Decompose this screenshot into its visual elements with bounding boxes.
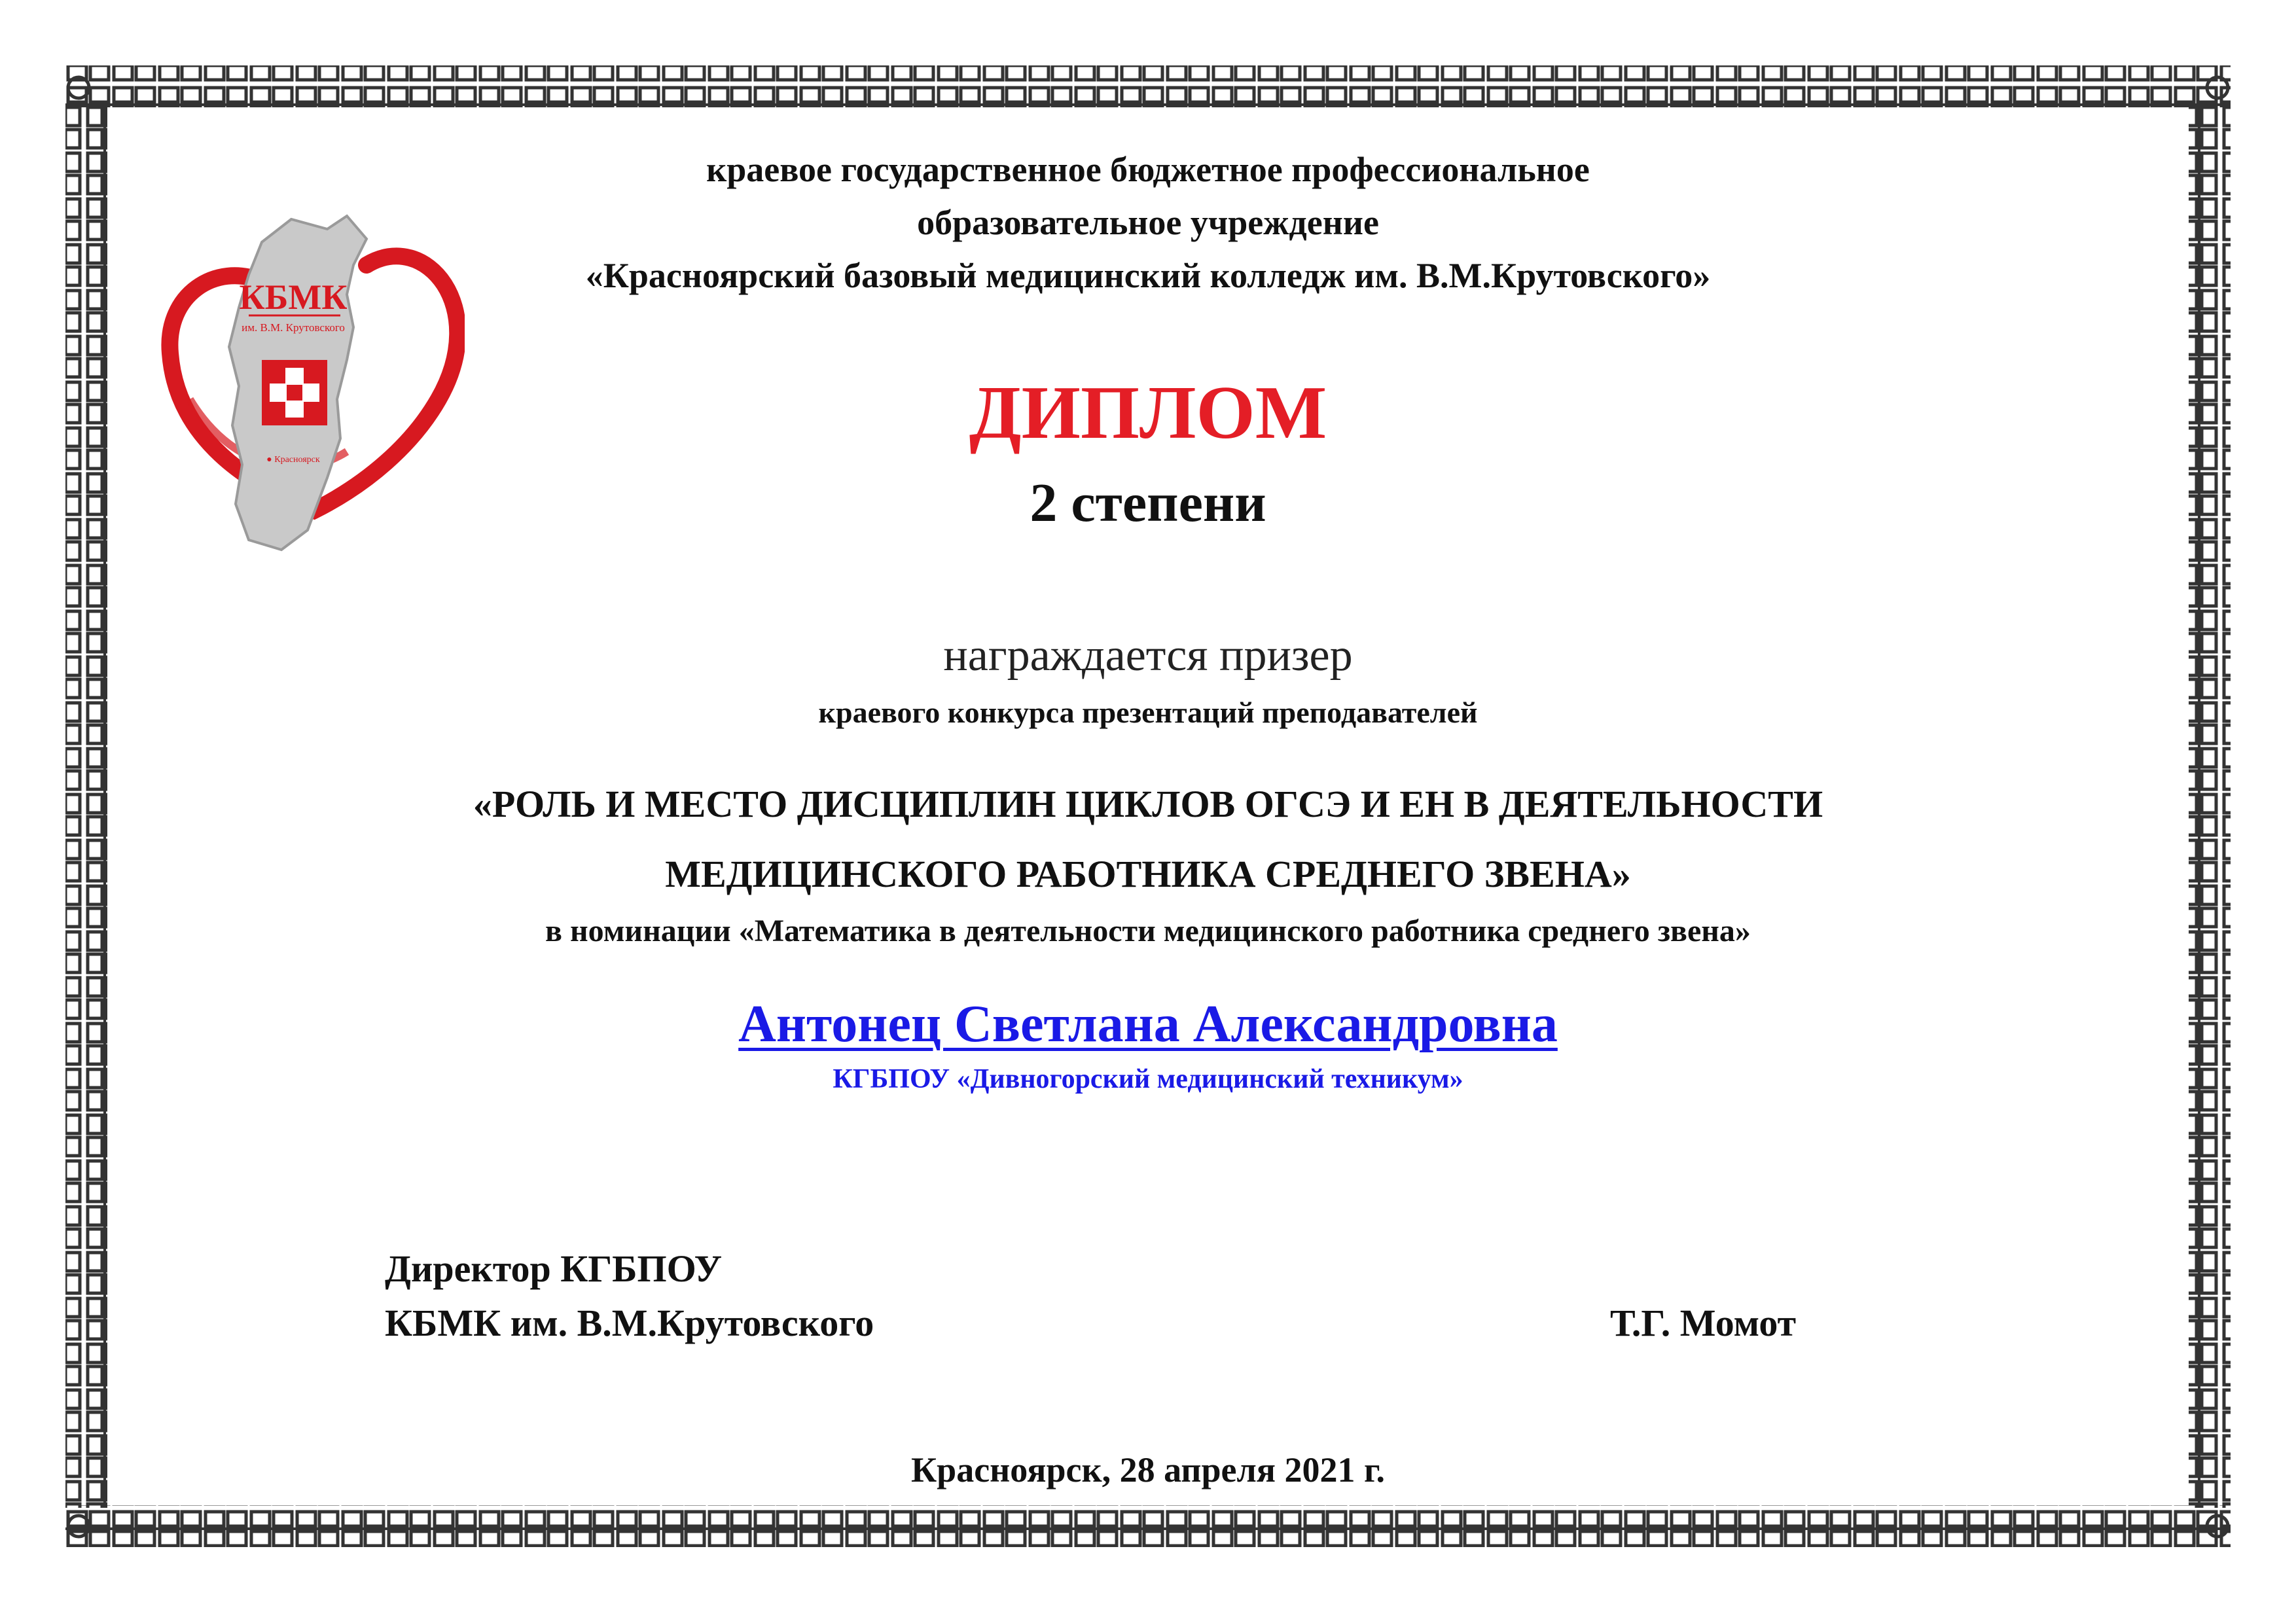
recipient-organization: КГБПОУ «Дивногорский медицинский техникум» (833, 1064, 1463, 1094)
contest-line: краевого конкурса презентаций преподавателей (818, 696, 1478, 729)
institution-line-1: краевое государственное бюджетное профессиональное (706, 150, 1590, 189)
institution-line-3: «Красноярский базовый медицинский колледж им. В.М.Крутовского» (585, 256, 1711, 295)
logo-subtitle: им. В.М. Крутовского (242, 321, 345, 334)
logo-abbr: КБМК (239, 277, 348, 317)
awarded-text: награждается призер (943, 630, 1353, 681)
recipient-name: Антонец Светлана Александровна (738, 995, 1558, 1053)
diploma-degree: 2 степени (1030, 473, 1266, 533)
diploma-title: ДИПЛОМ (969, 371, 1327, 455)
logo-city: ● Красноярск (266, 455, 320, 465)
director-name: Т.Г. Момот (1610, 1302, 1797, 1344)
topic-line-1: «РОЛЬ И МЕСТО ДИСЦИПЛИН ЦИКЛОВ ОГСЭ И ЕН В ДЕЯТЕЛЬНОСТИ (473, 783, 1823, 825)
topic-line-2: МЕДИЦИНСКОГО РАБОТНИКА СРЕДНЕГО ЗВЕНА» (665, 853, 1631, 895)
place-date: Красноярск, 28 апреля 2021 г. (911, 1450, 1385, 1489)
institution-line-2: образовательное учреждение (917, 203, 1379, 242)
director-title-line-1: Директор КГБПОУ (385, 1247, 723, 1290)
nomination-line: в номинации «Математика в деятельности медицинского работника среднего звена» (545, 914, 1751, 948)
director-title-line-2: КБМК им. В.М.Крутовского (385, 1302, 874, 1344)
